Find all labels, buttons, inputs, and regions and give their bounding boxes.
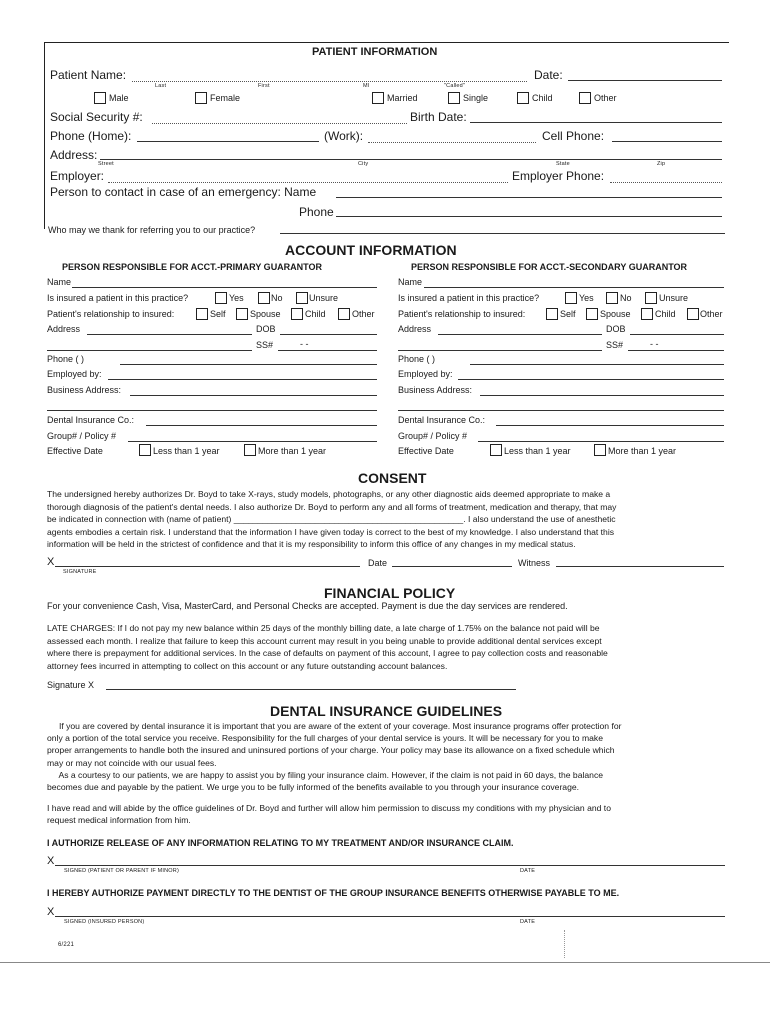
secondary-dental-co-label: Dental Insurance Co.: [398,415,486,425]
referral-field[interactable] [280,233,725,234]
secondary-ss-dashes: - - [650,339,659,349]
cell-phone-label: Cell Phone: [542,129,605,143]
consent-witness-label: Witness [518,558,551,568]
insurance-line: proper arrangements to handle both the insured and uninsured portions of your charge. Your policy may base its allowance on a fixed schedule which [47,745,615,756]
account-info-title: ACCOUNT INFORMATION [285,242,457,258]
payment-date-caption: DATE [520,919,536,925]
late-charges-line: attorney fees incurred in attempting to collect on this account or any future outstanding account balances. [47,660,448,671]
consent-line: thorough diagnosis of the patient's dental needs. I also authorize Dr. Boyd to perform any and all forms of treatment, medication and therapy, that may [47,501,617,512]
secondary-unsure-label: Unsure [659,293,689,303]
secondary-business-field[interactable] [480,395,724,396]
birth-date-label: Birth Date: [410,110,467,124]
secondary-employed-label: Employed by: [398,369,453,379]
secondary-unsure-checkbox[interactable] [645,292,657,304]
married-checkbox[interactable] [372,92,384,104]
primary-unsure-label: Unsure [309,293,339,303]
secondary-more-year-checkbox[interactable] [594,444,606,456]
secondary-self-checkbox[interactable] [546,308,558,320]
single-checkbox[interactable] [448,92,460,104]
authorize-payment-text: I HEREBY AUTHORIZE PAYMENT DIRECTLY TO THE DENTIST OF THE GROUP INSURANCE BENEFITS OTHERWISE PAYABLE TO ME. [47,888,620,898]
primary-phone-field[interactable] [120,364,377,365]
primary-dob-field[interactable] [280,334,377,335]
primary-business-field[interactable] [130,395,377,396]
secondary-address-label: Address [398,324,432,334]
insurance-line: becomes due and payable by the patient. We urge you to be fully informed of the benefits available to you through your insurance coverage. [47,782,580,793]
primary-relationship-label: Patient's relationship to insured: [47,309,175,319]
birth-date-field[interactable] [470,122,722,123]
single-label: Single [463,93,489,103]
sub-label-last: Last [155,83,167,89]
date-label: Date: [534,68,563,82]
secondary-more-year-label: More than 1 year [608,446,677,456]
primary-effective-label: Effective Date [47,446,103,456]
scan-edge-line [0,962,770,963]
consent-text [47,488,727,551]
signed-patient-caption: SIGNED (PATIENT OR PARENT IF MINOR) [64,868,179,874]
primary-name-label: Name [47,277,72,287]
consent-signature-caption: SIGNATURE [63,569,97,575]
sub-label-mi: MI [363,83,370,89]
primary-employed-field[interactable] [108,379,377,380]
primary-address-line2[interactable] [47,350,252,351]
secondary-spouse-checkbox[interactable] [586,308,598,320]
secondary-group-label: Group# / Policy # [398,431,468,441]
abide-line: request medical information from him. [47,815,191,826]
secondary-less-year-label: Less than 1 year [504,446,571,456]
patient-info-title: PATIENT INFORMATION [312,46,438,58]
primary-less-year-checkbox[interactable] [139,444,151,456]
late-charges-line: assessed each month. I realize that failure to keep this account current may result in you being unable to provide additional dental services except [47,635,602,646]
primary-insured-question: Is insured a patient in this practice? [47,293,189,303]
financial-intro: For your convenience Cash, Visa, MasterCard, and Personal Checks are accepted. Payment is due the day services are rendered. [47,601,568,611]
primary-child-label: Child [305,309,326,319]
employer-phone-field[interactable] [610,182,722,183]
secondary-dob-field[interactable] [630,334,724,335]
patient-name-field[interactable] [132,81,527,82]
emergency-contact-label: Person to contact in case of an emergency: Name [50,185,317,199]
consent-line: be indicated in connection with (name of patient) ________________________________________________. I also understand the use of anesthetic [47,514,616,524]
consent-line: agents embodies a certain risk. I understand that the information I have given today is correct to the best of my knowledge. I also understand that this [47,526,615,537]
secondary-less-year-checkbox[interactable] [490,444,502,456]
primary-no-label: No [271,293,283,303]
secondary-child-label: Child [655,309,676,319]
financial-signature-line[interactable] [106,689,516,690]
primary-employed-label: Employed by: [47,369,102,379]
secondary-employed-field[interactable] [458,379,724,380]
primary-business-line2[interactable] [47,410,377,411]
primary-more-year-checkbox[interactable] [244,444,256,456]
secondary-no-label: No [620,293,632,303]
insurance-line: As a courtesy to our patients, we are happy to assist you by filing your insurance claim. However, if the claim is not paid in 60 days, the balance [47,769,604,780]
secondary-phone-field[interactable] [470,364,724,365]
secondary-business-label: Business Address: [398,385,473,395]
work-phone-field[interactable] [368,142,536,143]
primary-no-checkbox[interactable] [258,292,270,304]
secondary-relationship-label: Patient's relationship to insured: [398,309,526,319]
primary-guarantor-header: PERSON RESPONSIBLE FOR ACCT.-PRIMARY GUARANTOR [62,262,323,272]
secondary-ss-label: SS# [606,340,624,350]
primary-ss-field[interactable] [278,350,377,351]
address-label: Address: [50,148,98,162]
referral-label: Who may we thank for referring you to our practice? [48,225,256,235]
patient-name-label: Patient Name: [50,68,127,82]
primary-spouse-checkbox[interactable] [236,308,248,320]
primary-yes-checkbox[interactable] [215,292,227,304]
secondary-other-checkbox[interactable] [687,308,699,320]
sub-label-state: State [556,161,570,167]
secondary-ss-field[interactable] [628,350,724,351]
secondary-address-line2[interactable] [398,350,602,351]
primary-other-checkbox[interactable] [338,308,350,320]
insurance-guidelines-title: DENTAL INSURANCE GUIDELINES [270,703,503,719]
primary-less-year-label: Less than 1 year [153,446,220,456]
employer-label: Employer: [50,169,105,183]
other-label: Other [594,93,617,103]
other-checkbox[interactable] [579,92,591,104]
insurance-line: If you are covered by dental insurance it is important that you are aware of the extent of your coverage. Most insurance programs offer protection for [47,721,622,731]
secondary-yes-checkbox[interactable] [565,292,577,304]
secondary-spouse-label: Spouse [600,309,631,319]
secondary-yes-label: Yes [579,293,594,303]
secondary-self-label: Self [560,309,576,319]
financial-policy-title: FINANCIAL POLICY [324,585,456,601]
primary-yes-label: Yes [229,293,244,303]
release-x-mark: X [47,855,55,867]
primary-phone-label: Phone ( ) [47,354,85,364]
married-label: Married [387,93,418,103]
female-checkbox[interactable] [195,92,207,104]
primary-address-label: Address [47,324,81,334]
release-date-caption: DATE [520,868,536,874]
financial-signature-label: Signature X [47,680,95,690]
consent-witness-field[interactable] [556,566,724,567]
sub-label-first: First [258,83,270,89]
ssn-label: Social Security #: [50,110,143,124]
secondary-name-label: Name [398,277,423,287]
insurance-line: only a portion of the total service you receive. Responsibility for the full charges of your dental service is yours. It will be necessary for you to make [47,733,603,744]
primary-dental-co-field[interactable] [146,425,377,426]
consent-line: The undersigned hereby authorizes Dr. Boyd to take X-rays, study models, photographs, or any other diagnostic aids deemed appropriate to make a [47,489,611,499]
secondary-guarantor-header: PERSON RESPONSIBLE FOR ACCT.-SECONDARY GUARANTOR [411,262,688,272]
secondary-address-field[interactable] [438,334,602,335]
primary-unsure-checkbox[interactable] [296,292,308,304]
emergency-phone-field[interactable] [336,216,722,217]
sub-label-called: "Called" [444,83,466,89]
emergency-phone-label: Phone [299,205,334,219]
consent-line: information will be held in the strictest of confidence and that it is my responsibility to inform this office of any changes in my medical status. [47,539,576,549]
primary-ss-label: SS# [256,340,274,350]
scan-edge-mark [564,930,565,958]
male-label: Male [109,93,129,103]
emergency-name-field[interactable] [336,197,722,198]
primary-dental-co-label: Dental Insurance Co.: [47,415,135,425]
primary-group-label: Group# / Policy # [47,431,117,441]
secondary-other-label: Other [700,309,723,319]
consent-x-mark: X [47,556,55,568]
primary-business-label: Business Address: [47,385,122,395]
signed-insured-caption: SIGNED (INSURED PERSON) [64,919,145,925]
work-phone-label: (Work): [324,129,364,143]
address-field[interactable] [100,159,722,160]
cell-phone-field[interactable] [612,141,722,142]
secondary-dob-label: DOB [606,324,626,334]
female-label: Female [210,93,241,103]
secondary-group-field[interactable] [478,441,724,442]
secondary-insured-question: Is insured a patient in this practice? [398,293,540,303]
male-checkbox[interactable] [94,92,106,104]
consent-signature-line[interactable] [55,566,360,567]
sub-label-zip: Zip [657,161,666,167]
child-label: Child [532,93,553,103]
insurance-line: may or may not coincide with our usual fees. [47,757,217,768]
consent-title: CONSENT [358,470,427,486]
child-checkbox[interactable] [517,92,529,104]
primary-other-label: Other [352,309,375,319]
release-signature-line[interactable] [55,865,725,866]
primary-ss-dashes: - - [300,339,309,349]
primary-group-field[interactable] [128,441,377,442]
phone-home-field[interactable] [137,141,319,142]
primary-child-checkbox[interactable] [291,308,303,320]
consent-date-label: Date [368,558,388,568]
late-charges-line: where there is prepayment for additional services. In the case of defaults on payment of this account, I agree to pay collection costs and reasonable [47,648,608,658]
sub-label-street: Street [98,161,114,167]
ssn-field[interactable] [152,123,407,124]
form-code: 6/221 [58,942,75,948]
phone-home-label: Phone (Home): [50,129,132,143]
primary-self-label: Self [210,309,226,319]
employer-phone-label: Employer Phone: [512,169,605,183]
secondary-no-checkbox[interactable] [606,292,618,304]
sub-label-city: City [358,161,369,167]
primary-name-field[interactable] [72,287,377,288]
secondary-name-field[interactable] [424,287,724,288]
primary-address-field[interactable] [87,334,252,335]
payment-signature-line[interactable] [55,916,725,917]
secondary-business-line2[interactable] [398,410,724,411]
late-charges-line: LATE CHARGES: If I do not pay my new balance within 25 days of the monthly billing date, a late charge of 1.75% on the balance not paid will be [47,623,600,633]
date-field[interactable] [568,80,722,81]
abide-line: I have read and will abide by the office guidelines of Dr. Boyd and further will allow him permission to discuss my conditions with my physician and to [47,803,611,813]
authorize-release-text: I AUTHORIZE RELEASE OF ANY INFORMATION RELATING TO MY TREATMENT AND/OR INSURANCE CLAIM. [47,838,514,848]
primary-self-checkbox[interactable] [196,308,208,320]
abide-text [47,802,727,826]
patient-info-box [44,42,729,229]
secondary-phone-label: Phone ( ) [398,354,436,364]
primary-spouse-label: Spouse [250,309,281,319]
primary-more-year-label: More than 1 year [258,446,327,456]
insurance-guidelines-text [47,720,727,793]
secondary-dental-co-field[interactable] [496,425,724,426]
secondary-effective-label: Effective Date [398,446,454,456]
primary-dob-label: DOB [256,324,276,334]
secondary-child-checkbox[interactable] [641,308,653,320]
employer-field[interactable] [108,182,508,183]
payment-x-mark: X [47,906,55,918]
late-charges-text [47,622,727,672]
consent-date-field[interactable] [392,566,512,567]
